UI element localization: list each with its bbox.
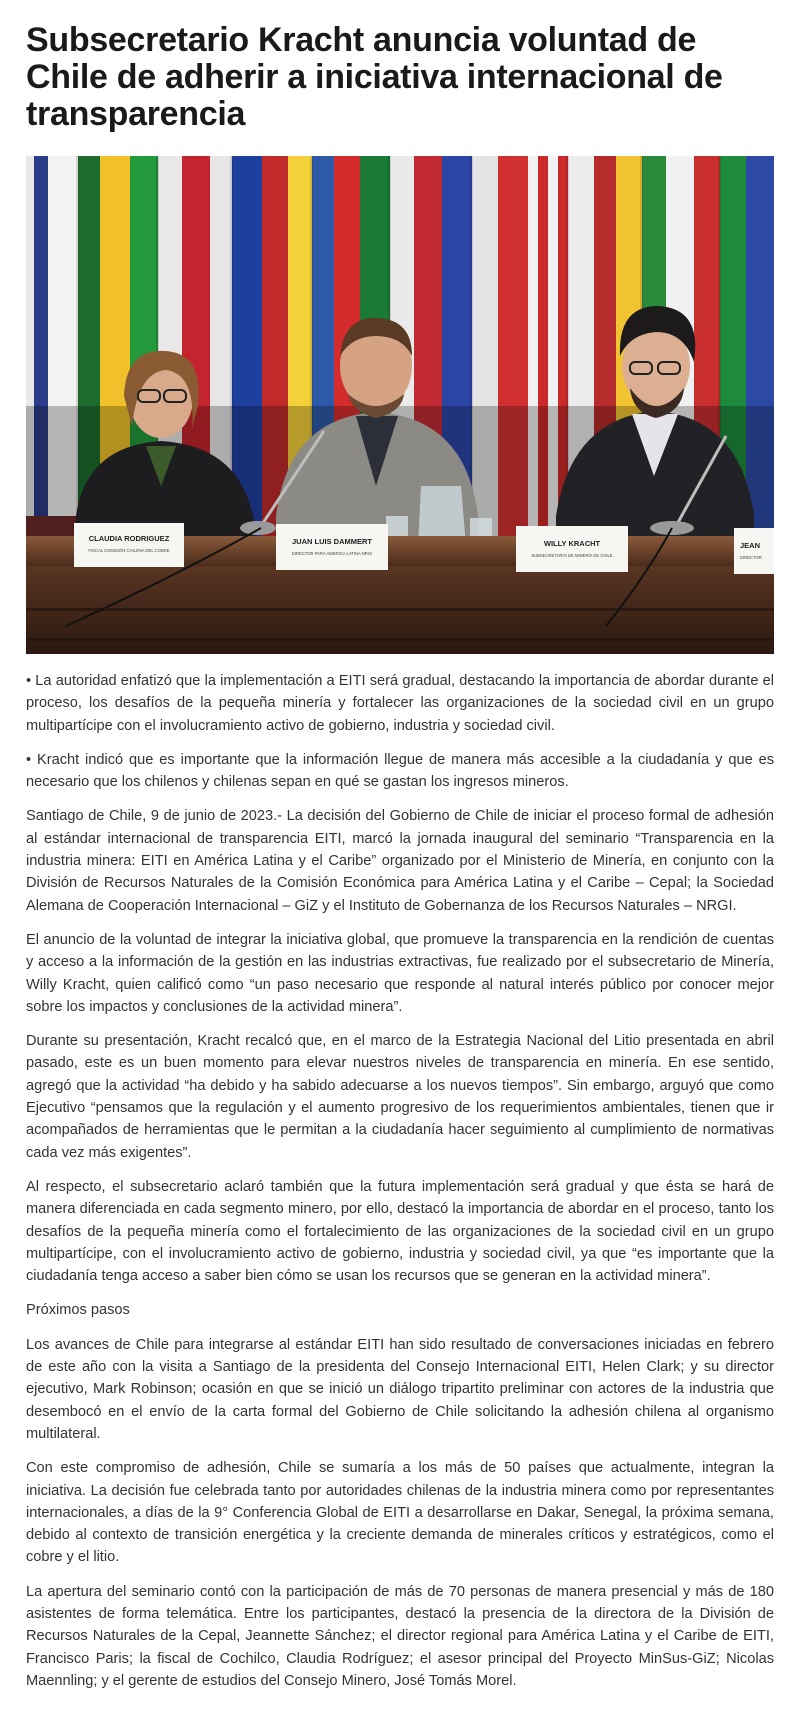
article-paragraph: • Kracht indicó que es importante que la información llegue de manera más accesible a la ciudadanía y que es necesario que los chilenos y chilenas sepan en qué se gastan los ingresos mineros. — [26, 751, 774, 791]
article-paragraph: Los avances de Chile para integrarse al estándar EITI han sido resultado de conversaciones iniciadas en febrero de este año con la visita a Santiago de la presidenta del Consejo Internacional EITI, Helen Clark; y su director ejecutivo, Mark Robinson; ocasión en que se inició un diálogo tripartito preliminar con actores de la industria que desembocó en el envío de la carta formal del Gobierno de Chile solicitando la adhesión chilena al organismo multilateral. — [26, 1336, 774, 1442]
article-paragraph: Santiago de Chile, 9 de junio de 2023.- La decisión del Gobierno de Chile de iniciar el proceso formal de adhesión al estándar internacional de transparencia EITI, marcó la jornada inaugural del seminario “Transparencia en la industria minera: EITI en América Latina y el Caribe” organizado por el Ministerio de Minería, en conjunto con la División de Recursos Naturales de la Comisión Económica para América Latina y el Caribe – Cepal; la Sociedad Alemana de Cooperación Internacional – GiZ y el Instituto de Gobernanza de los Recursos Naturales – NRGI. — [26, 808, 774, 914]
placard-3-role: SUBSECRETARIO DE MINERÍA DE CHILE — [531, 553, 613, 558]
placard-2-name: JUAN LUIS DAMMERT — [292, 537, 372, 546]
placard-4 — [734, 528, 774, 574]
placard-1-name: CLAUDIA RODRIGUEZ — [88, 534, 170, 543]
article-body — [26, 670, 774, 1692]
article-photo — [26, 156, 774, 654]
article-paragraph: • La autoridad enfatizó que la implementación a EITI será gradual, destacando la importancia de abordar durante el proceso, los desafíos de la pequeña minería y fortalecer las organizaciones de la sociedad civil en un grupo multipartícipe con el involucramiento activo de gobierno, industria y sociedad civil. — [26, 673, 774, 734]
placard-3-name: WILLY KRACHT — [543, 539, 601, 548]
article-paragraph: El anuncio de la voluntad de integrar la iniciativa global, que promueve la transparencia en la rendición de cuentas y acceso a la información de la gestión en las industrias extractivas, fue realizado por el subsecretario de Minería, Willy Kracht, quien calificó como “un paso necesario que responde al natural interés público por conocer mejor sobre los impactos y conclusiones de la actividad minera”. — [26, 931, 774, 1015]
article-paragraph: Al respecto, el subsecretario aclaró también que la futura implementación será gradual y que ésta se hará de manera diferenciada en cada segmento minero, por ello, destacó la importancia de abordar en el proceso, tanto los desafíos de la pequeña minería como el fortalecimiento de las organizaciones de la sociedad civil en un grupo multipartícipe, con el involucramiento activo de gobierno, industria y sociedad civil, ya que “es importante que la ciudadanía tenga acceso a saber bien cómo se usan los recursos que se generan en la actividad minera”. — [26, 1178, 774, 1285]
section-subheading: Próximos pasos — [26, 1302, 130, 1319]
placard-1-role: FISCAL COMISIÓN CHILENA DEL COBRE — [88, 548, 170, 553]
article-title: Subsecretario Kracht anuncia voluntad de Chile de adherir a iniciativa internacional de transparencia — [26, 21, 723, 133]
press-photo-illustration — [26, 156, 774, 654]
placard-2 — [276, 524, 388, 570]
article-paragraph: Durante su presentación, Kracht recalcó que, en el marco de la Estrategia Nacional del Litio presentada en abril pasado, este es un buen momento para elevar nuestros niveles de transparencia en minería. En ese sentido, agregó que la actividad “ha debido y ha sabido adecuarse a los nuevos tiempos”. Sin embargo, arguyó que como Ejecutivo “pensamos que la regulación y el aumento progresivo de los requerimientos ambientales, tienen que ir acompañados de herramientas que le permitan a la ciudadanía hacer seguimiento al cumplimiento de normativas cada vez más exigentes”. — [26, 1033, 774, 1161]
placard-4-name: JEAN — [740, 541, 761, 550]
placard-1 — [74, 523, 184, 567]
placard-3 — [516, 526, 628, 572]
article-paragraph: La apertura del seminario contó con la participación de más de 70 personas de manera presencial y más de 180 asistentes de forma telemática. Entre los participantes, destacó la presencia de la directora de la División de Recursos Naturales de la Cepal, Jeannette Sánchez; el director regional para América Latina y el Caribe de EITI, Francisco Paris; la fiscal de Cochilco, Claudia Rodríguez; el asesor principal del Proyecto MinSus-GiZ; Nicolas Maennling; y el gerente de estudios del Consejo Minero, José Tomás Morel. — [26, 1583, 774, 1689]
placard-4-role: DIRECTOR — [740, 555, 762, 560]
placard-2-role: DIRECTOR PARA AMÉRICA LATINA NRGI — [291, 551, 373, 556]
article-paragraph: Con este compromiso de adhesión, Chile se sumaría a los más de 50 países que actualmente, integran la iniciativa. La decisión fue celebrada tanto por autoridades chilenas de la industria minera como por representantes internacionales, a días de la 9° Conferencia Global de EITI a desarrollarse en Dakar, Senegal, la próxima semana, debido al contexto de transición energética y la creciente demanda de minerales críticos y estratégicos, como el cobre y el litio. — [26, 1460, 774, 1566]
